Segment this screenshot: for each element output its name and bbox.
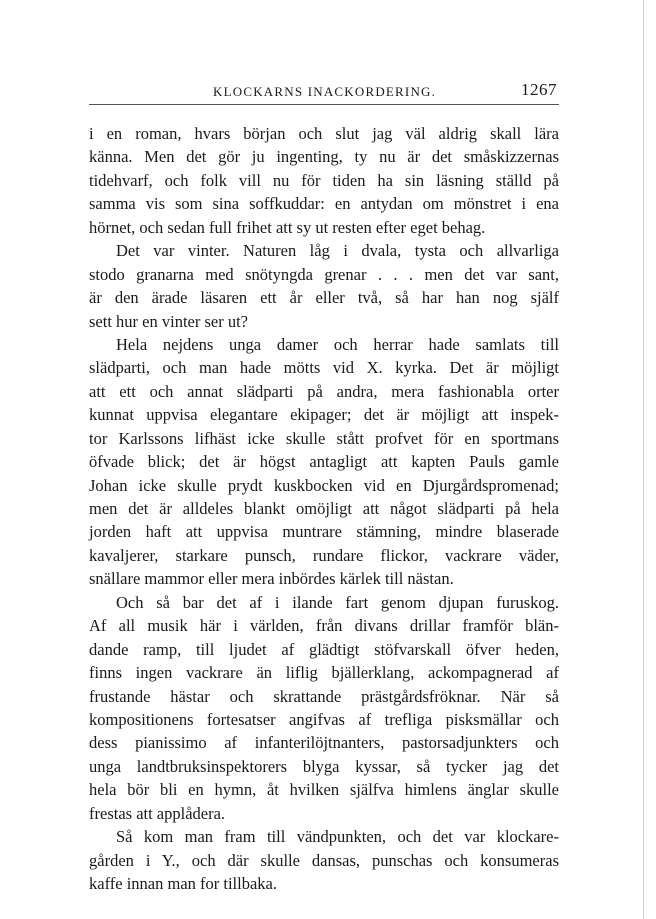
text-line: Så kom man fram till vändpunkten, och det var klockare- xyxy=(116,827,559,847)
text-line: Det var vinter. Naturen låg i dvala, tysta och allvarliga xyxy=(116,241,559,261)
text-line: hörnet, och sedan full frihet att sy ut resten efter eget behag. xyxy=(89,217,486,237)
text-line: i en roman, hvars början och slut jag väl aldrig skall lära xyxy=(89,124,559,143)
text-line: stodo granarna med snötyngda grenar . . . men det var sant, xyxy=(89,264,559,284)
text-line: tidehvarf, och folk vill nu för tiden ha sin läsning ställd på xyxy=(89,170,559,190)
text-line: snällare mammor eller mera inbördes kärlek till nästan. xyxy=(89,569,454,589)
text-line: är den ärade läsaren ett år eller två, så har han nog själf xyxy=(89,288,559,308)
text-line: unga landtbruksinspektorers blyga kyssar, så tycker jag det xyxy=(89,756,559,776)
text-line: dande ramp, till ljudet af glädtigt stöfvarskall öfver heden, xyxy=(89,639,559,659)
text-line: kavaljerer, starkare punsch, rundare flickor, vackrare väder, xyxy=(89,545,559,565)
text-line: slädparti, och man hade mötts vid X. kyrka. Det är möjligt xyxy=(89,358,559,378)
header-rule xyxy=(89,104,559,105)
text-line: jorden haft att uppvisa muntrare stämning, mindre blaserade xyxy=(89,522,559,542)
text-line: samma vis som sina soffkuddar: en antydan om mönstret i ena xyxy=(89,194,559,214)
text-line: frustande hästar och skrattande prästgårdsfröknar. När så xyxy=(89,686,559,706)
running-title: KLOCKARNS INACKORDERING. xyxy=(213,84,437,99)
text-line: öfvade blick; det är högst antagligt att kapten Pauls gamle xyxy=(89,452,559,472)
text-line: känna. Men det gör ju ingenting, ty nu är det småskizzernas xyxy=(89,147,559,167)
text-line: finns ingen vackrare än liflig bjällerklang, ackompagnerad af xyxy=(89,663,559,683)
text-line: sett hur en vinter ser ut? xyxy=(89,311,248,331)
text-body xyxy=(89,122,559,895)
scan-edge-line xyxy=(643,0,644,919)
text-line: Hela nejdens unga damer och herrar hade samlats till xyxy=(116,334,559,354)
text-line: dess pianissimo af infanterilöjtnanters, pastorsadjunkters och xyxy=(89,733,559,753)
running-head xyxy=(89,80,559,102)
text-line: Af all musik här i världen, från divans drillar framför blän- xyxy=(89,616,559,636)
text-line: kompositionens fortesatser angifvas af trefliga pisksmällar och xyxy=(89,709,559,729)
text-line: hela bör bli en hymn, åt hvilken själfva himlens änglar skulle xyxy=(89,780,559,800)
text-line: Johan icke skulle prydt kuskbocken vid en Djurgårdspromenad; xyxy=(89,475,559,495)
text-line: gården i Y., och där skulle dansas, punschas och konsumeras xyxy=(89,850,559,870)
text-line: tor Karlssons lifhäst icke skulle stått profvet för en sportmans xyxy=(89,428,559,448)
text-line: frestas att applådera. xyxy=(89,803,226,823)
text-line: Och så bar det af i ilande fart genom djupan furuskog. xyxy=(116,592,559,612)
text-line: att ett och annat slädparti på andra, mera fashionabla orter xyxy=(89,381,559,401)
page-number: 1267 xyxy=(521,80,557,99)
text-line: kaffe innan man for tillbaka. xyxy=(89,874,278,893)
text-line: men det är alldeles blankt omöjligt att något slädparti på hela xyxy=(89,499,559,518)
text-line: kunnat uppvisa elegantare ekipager; det är möjligt att inspek- xyxy=(89,405,559,425)
